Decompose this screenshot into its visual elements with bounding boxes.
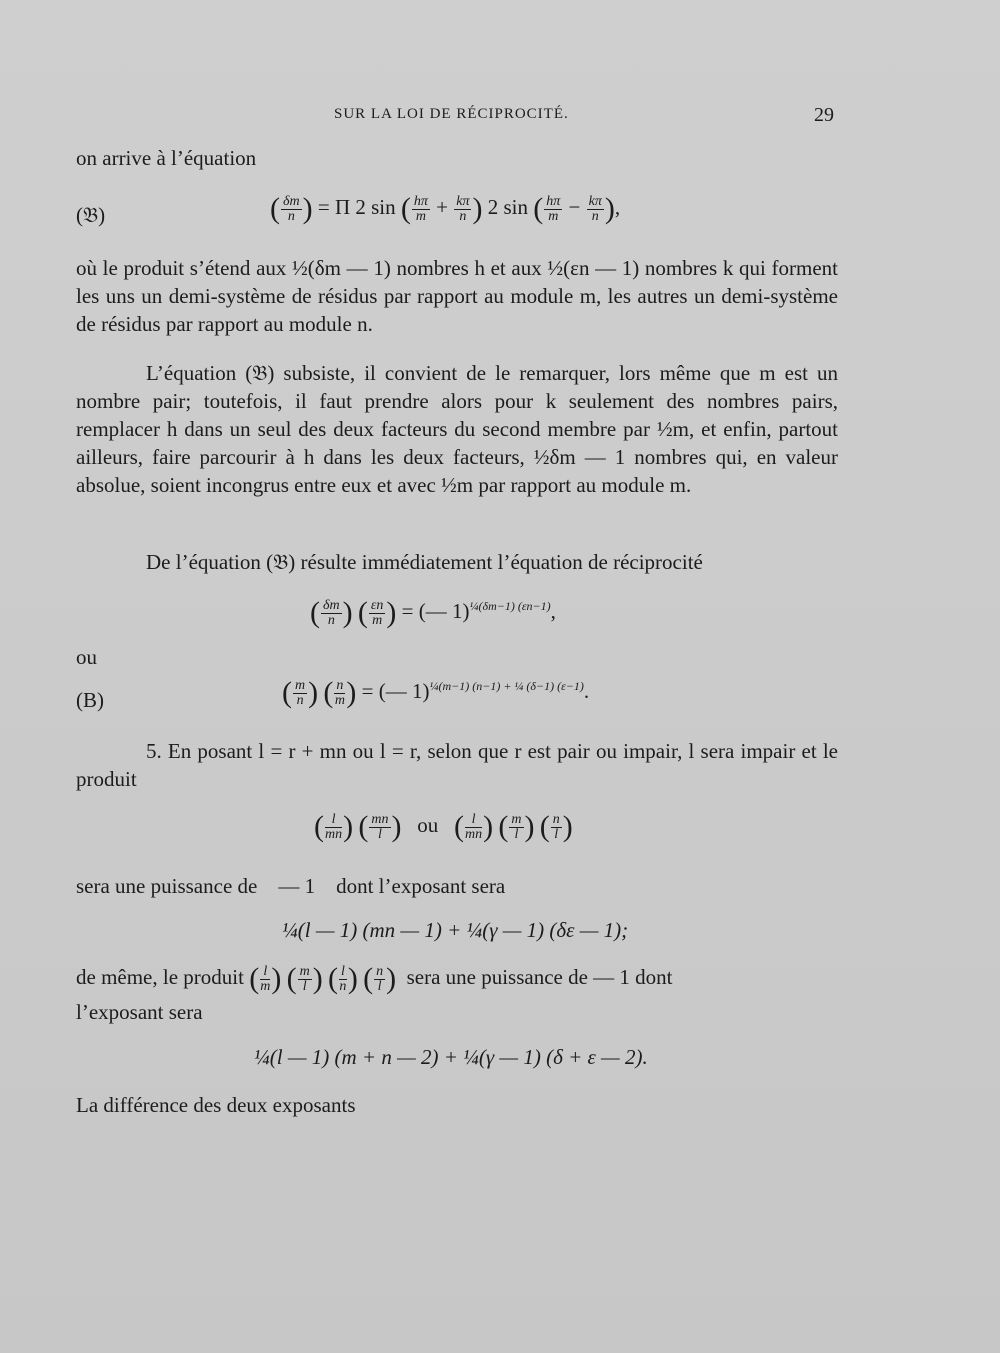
paragraph-section-5: 5. En posant l = r + mn ou l = r, selon que r est pair ou impair, l sera impair et le produit — [76, 739, 838, 791]
equation-b: ( $\frac{m}{n}$ ) ( $\frac{n}{m}$ ) = (— 1)$^{\frac{1}{4}(m-1) (n-1) + \frac{1}{4} (\delta-1) (\varepsilon-1)}$. — [282, 676, 590, 709]
equation-exponent-1: ¼(l — 1) (mn — 1) + ¼(γ — 1) (δε — 1); — [282, 918, 629, 942]
paragraph-remark: L’équation (𝔅) subsiste, il convient de le remarquer, lors même que m est un nombre pair; toutefois, il faut prendre alors pour k seulement des nombres pairs, remplacer h dans un seul des deux facteurs du second membre par ½m, et enfin, partout ailleurs, faire parcourir à h dans les deux facteurs, ½δm — 1 nombres qui, en valeur absolue, soient incongrus entre eux et avec ½m par rapport au module m. — [76, 361, 838, 497]
paragraph-similar: de même, le produit ( $\frac{l}{m}$ ) ( $\frac{m}{l}$ ) ( $\frac{l}{n}$ ) ( $\frac{n}{l}$ ) sera une puissance de — 1 dont — [76, 962, 673, 995]
connector-ou: ou — [76, 645, 97, 669]
page-number: 29 — [814, 104, 834, 126]
equation-b-gothic: ( $\frac{\delta m}{n}$ ) = Π 2 sin ( $\frac{h\pi}{m}$ + $\frac{k\pi}{n}$ ) 2 sin ( $\frac{h\pi}{m}$ − $\frac{k\pi}{n}$ ), — [270, 192, 621, 225]
paragraph-power: sera une puissance de — 1 dont l’exposant sera — [76, 874, 506, 898]
paragraph-intro: on arrive à l’équation — [76, 146, 257, 170]
equation-reciprocity: ( $\frac{\delta m}{n}$ ) ( $\frac{\varepsilon n}{m}$ ) = (— 1)$^{\frac{1}{4}(\delta m-1) (\varepsilon n-1)}$, — [310, 596, 556, 629]
equation-products: ( $\frac{l}{mn}$ ) ( $\frac{mn}{l}$ ) ou ( $\frac{l}{mn}$ ) ( $\frac{m}{l}$ ) ( $\frac{n}{l}$ ) — [314, 810, 573, 843]
running-head: SUR LA LOI DE RÉCIPROCITÉ. — [334, 106, 569, 122]
equation-label: (𝔅) — [76, 203, 106, 227]
equation-exponent-2: ¼(l — 1) (m + n — 2) + ¼(γ — 1) (δ + ε — 2). — [254, 1045, 648, 1069]
paragraph-difference: La différence des deux exposants — [76, 1093, 356, 1117]
paragraph-product: où le produit s’étend aux ½(δm — 1) nombres h et aux ½(εn — 1) nombres k qui forment les uns un demi-système de résidus par rapport au module m, les autres un demi-système de résidus par rapport au module n. — [76, 256, 838, 336]
paragraph-reciprocity: De l’équation (𝔅) résulte immédiatement l’équation de réciprocité — [146, 550, 703, 574]
paragraph-exponent-intro: l’exposant sera — [76, 1000, 203, 1024]
equation-label-b: (B) — [76, 688, 104, 712]
